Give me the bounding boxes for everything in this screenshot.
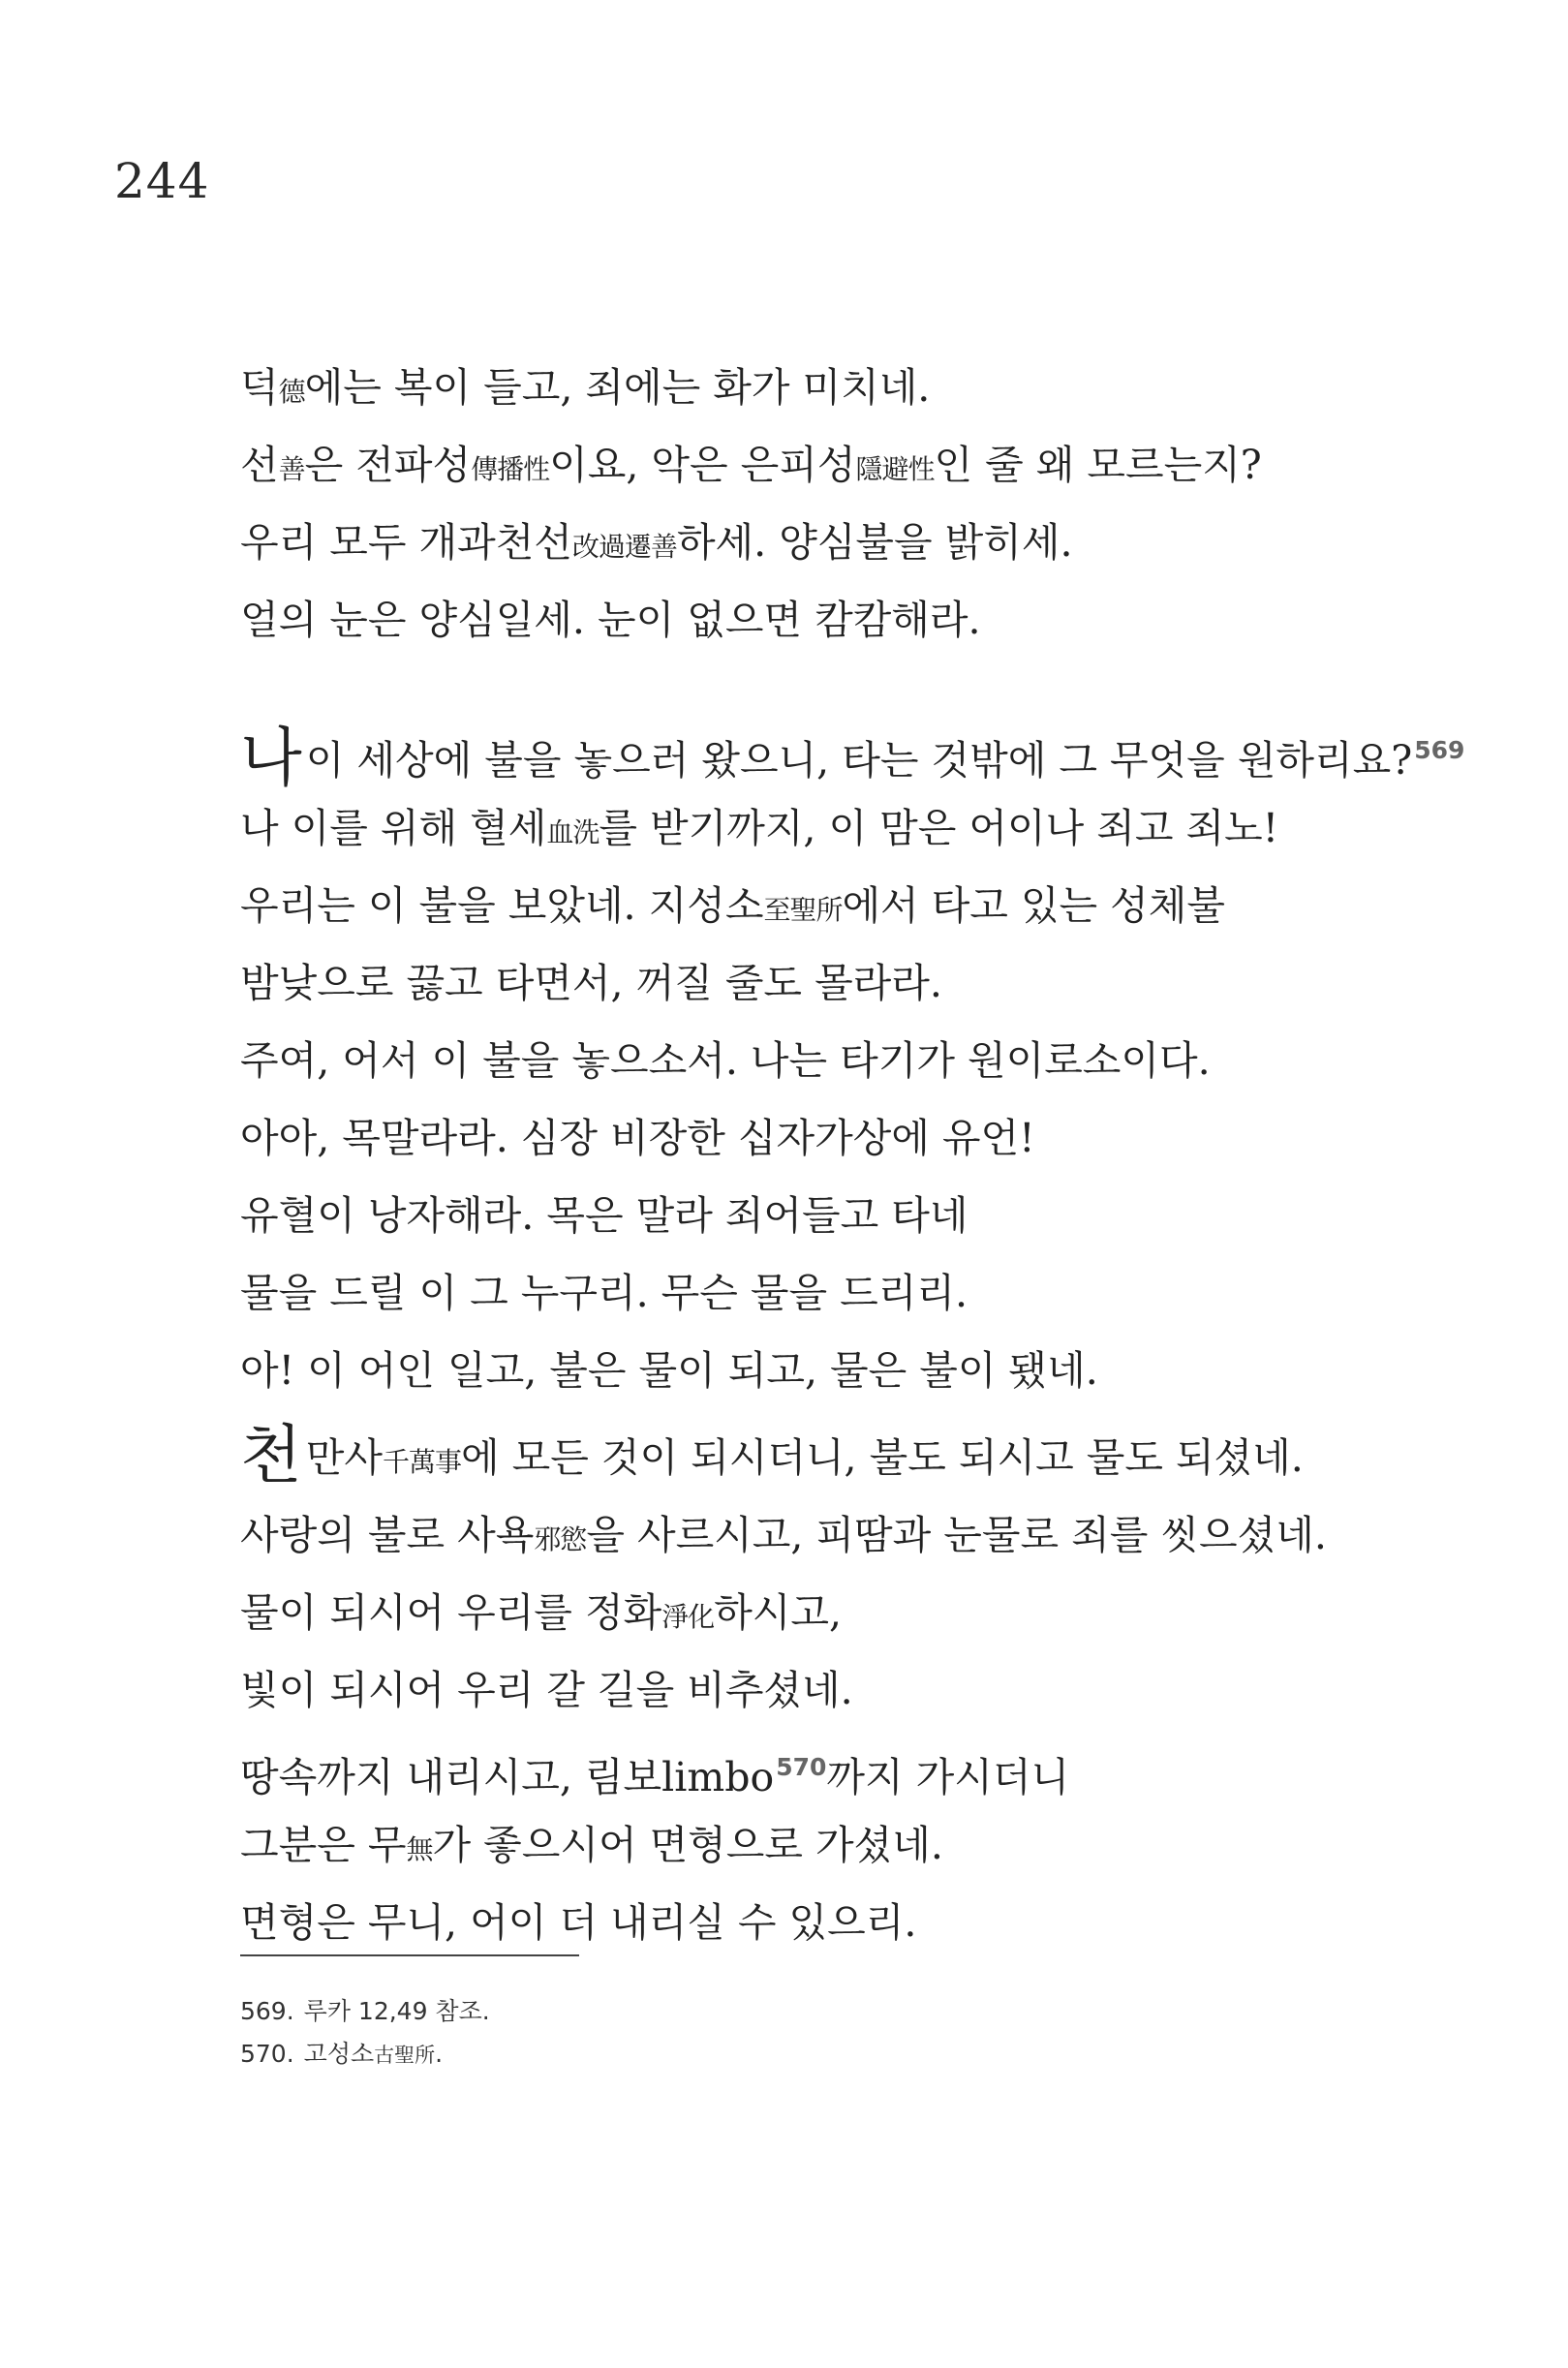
drop-cap: 천 — [240, 1418, 302, 1492]
poem-line-first: 천만사千萬事에 모든 것이 되시더니, 불도 되시고 물도 되셨네. — [240, 1418, 1304, 1492]
poem-line: 우리 모두 개과천선改過遷善하세. 양심불을 밝히세. — [240, 519, 1073, 566]
page-number: 244 — [114, 153, 210, 209]
stanza-3 — [240, 1419, 1451, 1961]
poem-line: 얼의 눈은 양심일세. 눈이 없으면 캄캄해라. — [240, 597, 981, 643]
poem-line: 유혈이 낭자해라. 목은 말라 죄어들고 타네 — [240, 1192, 968, 1239]
poem-line: 그분은 무無가 좋으시어 면형으로 가셨네. — [240, 1822, 943, 1868]
poem-line: 아아, 목말라라. 심장 비장한 십자가상에 유언! — [240, 1115, 1035, 1161]
footnote-ref: 569 — [1414, 736, 1465, 764]
poem-line: 밤낮으로 끓고 타면서, 꺼질 줄도 몰라라. — [240, 960, 942, 1006]
poem-line: 물을 드릴 이 그 누구리. 무슨 물을 드리리. — [240, 1270, 968, 1316]
stanza-1 — [240, 349, 1451, 659]
footnotes — [240, 1990, 490, 2076]
poem-line-first: 나이 세상에 불을 놓으러 왔으니, 타는 것밖에 그 무엇을 원하리요?$^{569}$ — [240, 721, 1465, 795]
poem-line: 덕德에는 복이 들고, 죄에는 화가 미치네. — [240, 364, 931, 411]
poem-line: 빛이 되시어 우리 갈 길을 비추셨네. — [240, 1667, 853, 1713]
poem-line: 나 이를 위해 혈세血洗를 받기까지, 이 맘은 어이나 죄고 죄노! — [240, 805, 1279, 851]
poem-line: 면형은 무니, 어이 더 내리실 수 있으리. — [240, 1899, 917, 1946]
footnote-569: 569. 루카 12,49 참조. — [240, 1997, 490, 2025]
footnote-570: 570. 고성소古聖所. — [240, 2040, 444, 2068]
poem-line: 사랑의 불로 사욕邪慾을 사르시고, 피땀과 눈물로 죄를 씻으셨네. — [240, 1512, 1327, 1558]
poem-line: 선善은 전파성傳播性이요, 악은 은피성隱避性인 줄 왜 모르는지? — [240, 442, 1262, 488]
footnote-divider — [240, 1954, 579, 1956]
drop-cap: 나 — [240, 721, 302, 795]
poem-line: 주여, 어서 이 불을 놓으소서. 나는 타기가 원이로소이다. — [240, 1037, 1211, 1084]
footnote-ref: 570 — [776, 1753, 827, 1781]
poem-line: 우리는 이 불을 보았네. 지성소至聖所에서 타고 있는 성체불 — [240, 882, 1226, 929]
poem-line: 아! 이 어인 일고, 불은 물이 되고, 물은 불이 됐네. — [240, 1347, 1098, 1394]
poem-line: 땅속까지 내리시고, 림보limbo$^{570}$까지 가시더니 — [240, 1753, 1070, 1800]
poem-line: 물이 되시어 우리를 정화淨化하시고, — [240, 1589, 843, 1636]
stanza-2 — [240, 712, 1465, 1409]
